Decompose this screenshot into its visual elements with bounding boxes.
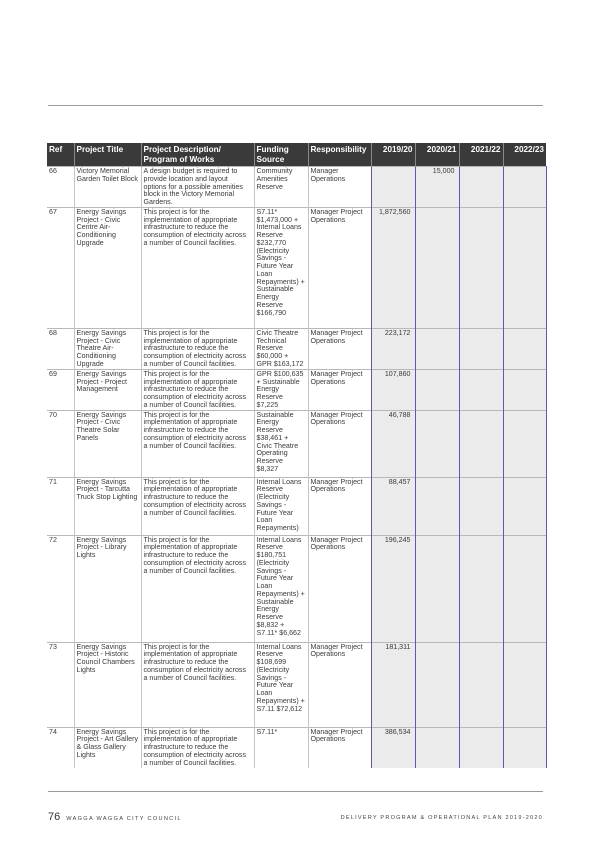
row-project-title: Energy Savings Project - Library Lights	[74, 535, 141, 642]
table-row	[47, 167, 546, 208]
row-2021-22	[459, 369, 503, 410]
table-row	[47, 535, 546, 642]
row-2020-21	[415, 642, 459, 727]
row-responsibility: Manager Project Operations	[308, 207, 371, 328]
row-project-title: Victory Memorial Garden Toilet Block	[74, 167, 141, 208]
row-ref: 73	[47, 642, 74, 727]
row-responsibility: Manager Project Operations	[308, 535, 371, 642]
row-project-title: Energy Savings Project - Tarcutta Truck Stop Lighting	[74, 477, 141, 535]
row-2020-21	[415, 207, 459, 328]
row-funding-source: S7.11*	[254, 727, 308, 768]
row-2022-23	[503, 477, 546, 535]
page-number: 76	[48, 811, 61, 823]
row-responsibility: Manager Project Operations	[308, 369, 371, 410]
row-2022-23	[503, 207, 546, 328]
table-row	[47, 642, 546, 727]
table-row	[47, 328, 546, 369]
row-2019-20: 88,457	[371, 477, 415, 535]
row-2022-23	[503, 167, 546, 208]
row-2020-21	[415, 535, 459, 642]
top-divider	[48, 105, 543, 106]
header-2020-21: 2020/21	[415, 143, 459, 167]
header-project-description: Project Description/ Program of Works	[141, 143, 254, 167]
row-2021-22	[459, 167, 503, 208]
row-project-title: Energy Savings Project - Historic Council Chambers Lights	[74, 642, 141, 727]
row-2019-20: 223,172	[371, 328, 415, 369]
table-header-row	[47, 143, 546, 167]
row-2021-22	[459, 642, 503, 727]
row-2021-22	[459, 727, 503, 768]
row-2022-23	[503, 369, 546, 410]
row-2021-22	[459, 535, 503, 642]
row-2019-20	[371, 167, 415, 208]
row-responsibility: Manager Project Operations	[308, 642, 371, 727]
row-ref: 68	[47, 328, 74, 369]
row-responsibility: Manager Project Operations	[308, 328, 371, 369]
row-project-description: A design budget is required to provide location and layout options for a possible amenities block in the Victory Memorial Gardens.	[141, 167, 254, 208]
row-funding-source: Internal Loans Reserve $180,751 (Electricity Savings - Future Year Loan Repayments) + Sustainable Energy Reserve $8,832 + S7.11* $6,662	[254, 535, 308, 642]
row-2022-23	[503, 727, 546, 768]
row-2022-23	[503, 328, 546, 369]
row-project-description: This project is for the implementation of appropriate infrastructure to reduce the consumption of electricity across a number of Council facilities.	[141, 642, 254, 727]
row-2019-20: 46,788	[371, 410, 415, 477]
bottom-divider	[48, 791, 543, 792]
row-funding-source: Community Amenities Reserve	[254, 167, 308, 208]
row-project-title: Energy Savings Project - Civic Theatre Air-Conditioning Upgrade	[74, 328, 141, 369]
row-funding-source: Internal Loans Reserve $108,699 (Electricity Savings - Future Year Loan Repayments) + S7.11 $72,612	[254, 642, 308, 727]
row-project-description: This project is for the implementation of appropriate infrastructure to reduce the consumption of electricity across a number of Council facilities.	[141, 727, 254, 768]
row-ref: 69	[47, 369, 74, 410]
header-2019-20: 2019/20	[371, 143, 415, 167]
row-project-title: Energy Savings Project - Art Gallery & Glass Gallery Lights	[74, 727, 141, 768]
row-project-description: This project is for the implementation of appropriate infrastructure to reduce the consumption of electricity across a number of Council facilities.	[141, 477, 254, 535]
table-row	[47, 410, 546, 477]
row-2022-23	[503, 410, 546, 477]
header-responsibility: Responsibility	[308, 143, 371, 167]
row-ref: 71	[47, 477, 74, 535]
document-title: DELIVERY PROGRAM & OPERATIONAL PLAN 2019-2020	[340, 815, 543, 821]
row-2019-20: 196,245	[371, 535, 415, 642]
row-ref: 66	[47, 167, 74, 208]
row-2021-22	[459, 410, 503, 477]
row-2020-21: 15,000	[415, 167, 459, 208]
table-row	[47, 477, 546, 535]
row-2019-20: 386,534	[371, 727, 415, 768]
row-2020-21	[415, 328, 459, 369]
row-project-title: Energy Savings Project - Project Management	[74, 369, 141, 410]
row-responsibility: Manager Project Operations	[308, 727, 371, 768]
row-responsibility: Manager Project Operations	[308, 477, 371, 535]
row-2019-20: 181,311	[371, 642, 415, 727]
header-project-title: Project Title	[74, 143, 141, 167]
footer-left	[48, 811, 182, 825]
table-row	[47, 207, 546, 328]
row-ref: 72	[47, 535, 74, 642]
row-funding-source: Internal Loans Reserve (Electricity Savings - Future Year Loan Repayments)	[254, 477, 308, 535]
table-row	[47, 369, 546, 410]
row-2021-22	[459, 328, 503, 369]
row-project-title: Energy Savings Project - Civic Theatre Solar Panels	[74, 410, 141, 477]
row-ref: 74	[47, 727, 74, 768]
row-project-title: Energy Savings Project - Civic Centre Air-Conditioning Upgrade	[74, 207, 141, 328]
row-project-description: This project is for the implementation of appropriate infrastructure to reduce the consumption of electricity across a number of Council facilities.	[141, 328, 254, 369]
row-ref: 70	[47, 410, 74, 477]
header-2022-23: 2022/23	[503, 143, 546, 167]
row-ref: 67	[47, 207, 74, 328]
header-ref: Ref	[47, 143, 74, 167]
council-name: WAGGA WAGGA CITY COUNCIL	[66, 816, 182, 822]
row-2019-20: 1,872,560	[371, 207, 415, 328]
header-2021-22: 2021/22	[459, 143, 503, 167]
capital-works-table	[47, 143, 547, 768]
row-funding-source: Sustainable Energy Reserve $38,461 + Civic Theatre Operating Reserve $8,327	[254, 410, 308, 477]
row-2022-23	[503, 642, 546, 727]
row-2021-22	[459, 207, 503, 328]
row-2020-21	[415, 410, 459, 477]
row-2022-23	[503, 535, 546, 642]
row-2020-21	[415, 477, 459, 535]
row-2019-20: 107,860	[371, 369, 415, 410]
row-project-description: This project is for the implementation of appropriate infrastructure to reduce the consumption of electricity across a number of Council facilities.	[141, 535, 254, 642]
row-project-description: This project is for the implementation of appropriate infrastructure to reduce the consumption of electricity across a number of Council facilities.	[141, 410, 254, 477]
table-row	[47, 727, 546, 768]
row-funding-source: GPR $100,635 + Sustainable Energy Reserve $7,225	[254, 369, 308, 410]
row-responsibility: Manager Operations	[308, 167, 371, 208]
row-2020-21	[415, 369, 459, 410]
row-responsibility: Manager Project Operations	[308, 410, 371, 477]
table-body	[47, 167, 546, 769]
header-funding-source: Funding Source	[254, 143, 308, 167]
row-funding-source: S7.11* $1,473,000 + Internal Loans Reserve $232,770 (Electricity Savings - Future Year Loan Repayments) + Sustainable Energy Reserve $166,790	[254, 207, 308, 328]
row-funding-source: Civic Theatre Technical Reserve $60,000 + GPR $163,172	[254, 328, 308, 369]
row-2021-22	[459, 477, 503, 535]
row-project-description: This project is for the implementation of appropriate infrastructure to reduce the consumption of electricity across a number of Council facilities.	[141, 369, 254, 410]
row-project-description: This project is for the implementation of appropriate infrastructure to reduce the consumption of electricity across a number of Council facilities.	[141, 207, 254, 328]
row-2020-21	[415, 727, 459, 768]
